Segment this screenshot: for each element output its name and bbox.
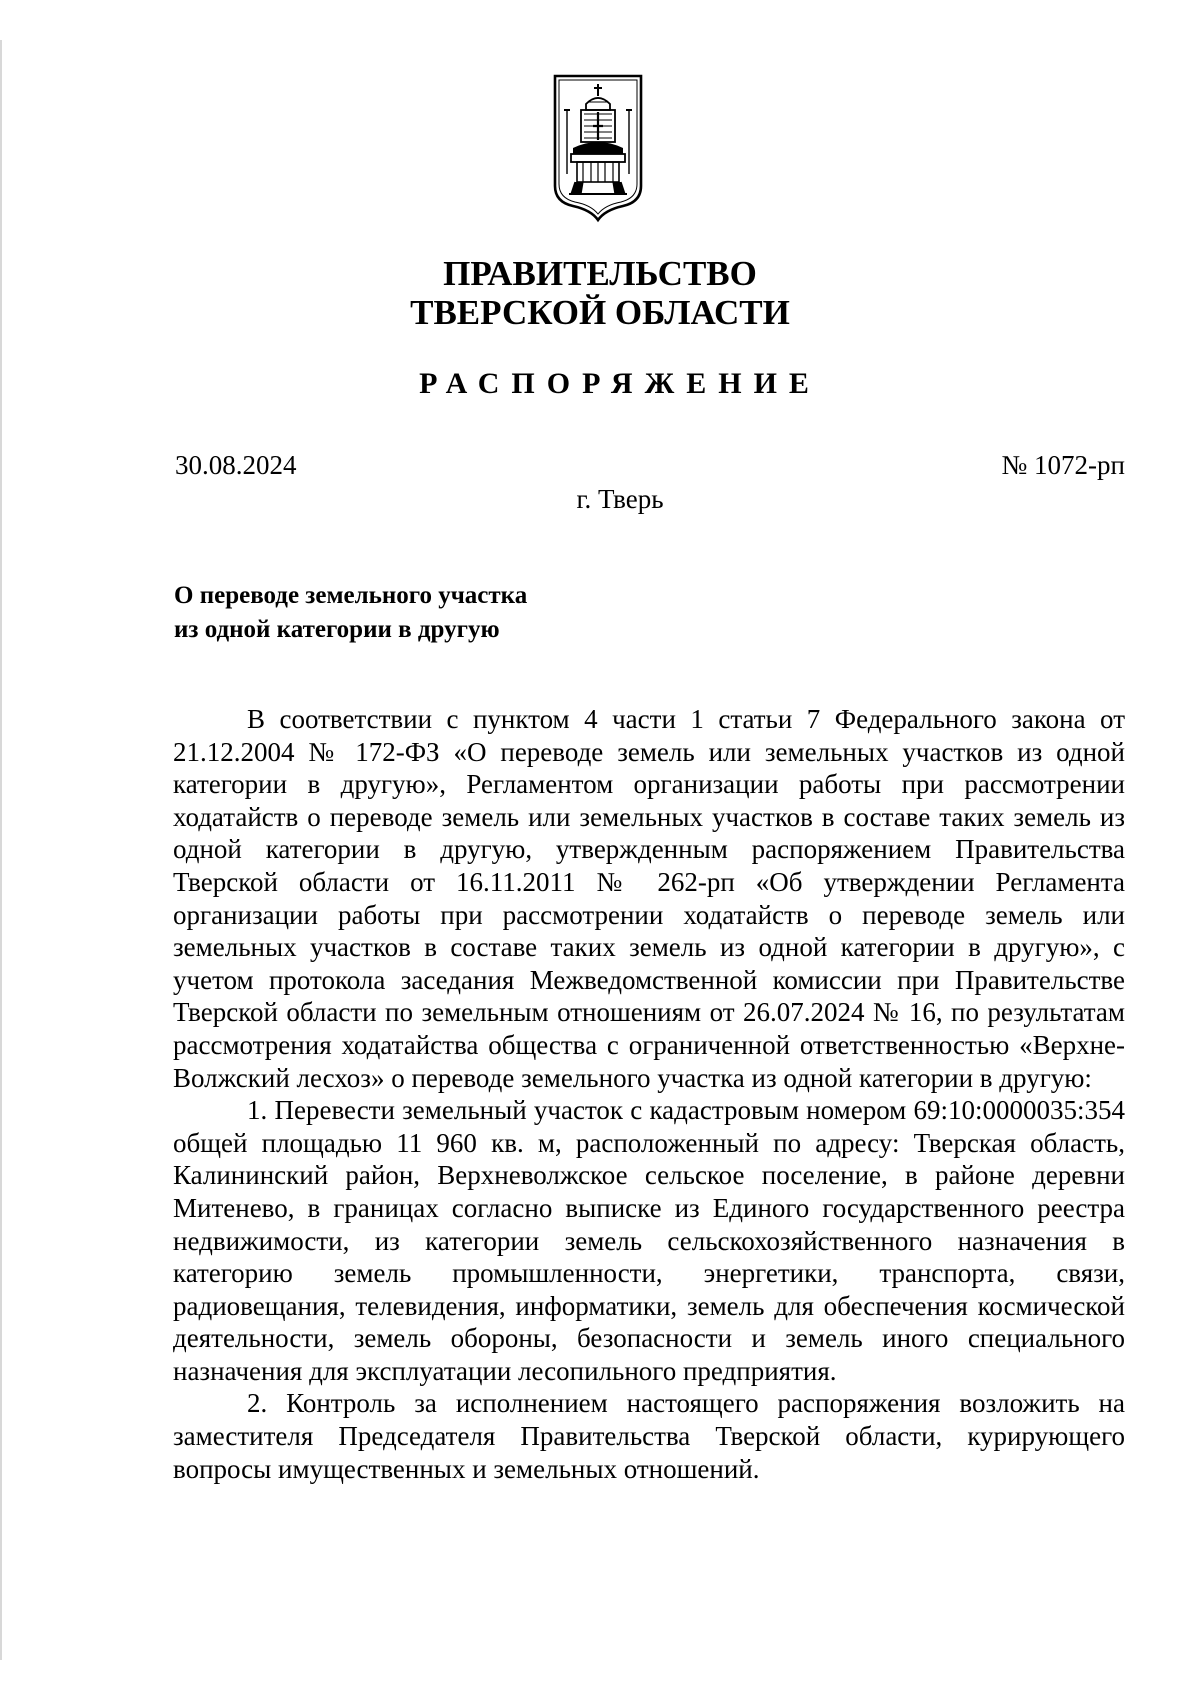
document-type-title: РАСПОРЯЖЕНИЕ (419, 367, 821, 400)
government-name (0, 254, 1200, 332)
government-line-2: ТВЕРСКОЙ ОБЛАСТИ (410, 293, 790, 332)
document-date: 30.08.2024 (175, 450, 297, 480)
document-subject (174, 579, 527, 647)
subject-line-1: О переводе земельного участка (174, 582, 528, 609)
item-2-paragraph: 2. Контроль за исполнением настоящего распоряжения возложить на заместителя Председателя Правительства Тверской области, курирующего вопросы имущественных и земельных отношений. (173, 1388, 1125, 1484)
subject-line-2: из одной категории в другую (174, 616, 500, 643)
document-city: г. Тверь (576, 484, 664, 514)
government-line-1: ПРАВИТЕЛЬСТВО (443, 254, 757, 293)
item-1-paragraph: 1. Перевести земельный участок с кадастровым номером 69:10:0000035:354 общей площадью 11 960 кв. м, расположенный по адресу: Тверская область, Калининский район, Верхневолжское сельское поселение, в районе деревни Митенево, в границах согласно выписке из Единого государственного реестра недвижимости, из категории земель сельскохозяйственного назначения в категорию земель промышленности, энергетики, транспорта, связи, радиовещания, телевидения, информатики, земель для обеспечения космической деятельности, земель обороны, безопасности и земель иного специального назначения для эксплуатации лесопильного предприятия. (173, 1095, 1125, 1386)
document-body (173, 703, 1125, 1485)
coat-of-arms-emblem (553, 74, 643, 224)
preamble-paragraph: В соответствии с пунктом 4 части 1 статьи 7 Федерального закона от 21.12.2004 № 172-ФЗ «О переводе земель или земельных участков из одной категории в другую», Регламентом организации работы при рассмотрении ходатайств о переводе земель или земельных участков в составе таких земель из одной категории в другую, утвержденным распоряжением Правительства Тверской области от 16.11.2011 № 262-рп «Об утверждении Регламента организации работы при рассмотрении ходатайств о переводе земель или земельных участков в составе таких земель из одной категории в другую», с учетом протокола заседания Межведомственной комиссии при Правительстве Тверской области по земельным отношениям от 26.07.2024 № 16, по результатам рассмотрения ходатайства общества с ограниченной ответственностью «Верхне-Волжский лесхоз» о переводе земельного участка из одной категории в другую: (173, 704, 1125, 1093)
document-number: № 1072-рп (1001, 450, 1125, 480)
